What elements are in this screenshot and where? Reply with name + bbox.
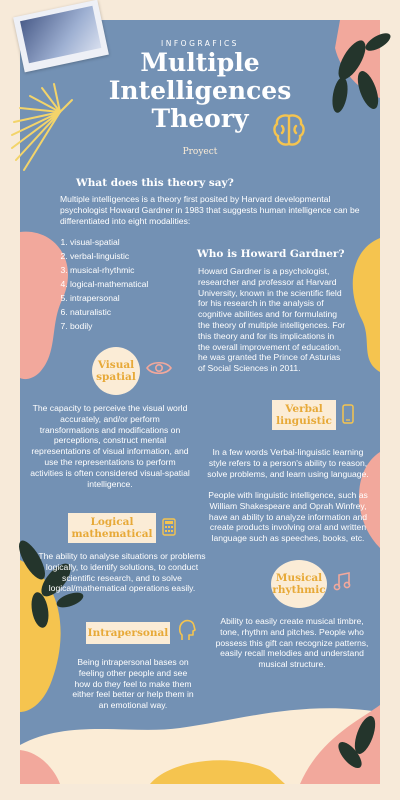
brain-icon <box>272 112 306 148</box>
eye-icon <box>146 360 172 376</box>
list-item: 6. naturalistic <box>70 305 148 319</box>
list-item: 2. verbal-linguistic <box>70 249 148 263</box>
list-item: 3. musical-rhythmic <box>70 263 148 277</box>
list-item: 1. visual-spatial <box>70 235 148 249</box>
musical-rhythmic-text: Ability to easily create musical timbre, tone, rhythm and pitches. People who possess this gift can recognize patterns, easily recall melodies and understand musical structure. <box>215 616 369 670</box>
intrapersonal-label: Intrapersonal <box>86 622 170 644</box>
intro-heading: What does this theory say? <box>76 177 234 189</box>
music-note-icon <box>333 572 351 592</box>
musical-rhythmic-label: Musical rhythmic <box>271 560 327 608</box>
gardner-text: Howard Gardner is a psychologist, researcher and professor at Harvard University, known in the scientific field for his research in the analysis of cognitive abilities and for formulating the theory of multiple intelligences. For this theory and for its implications in the overall improvement of education, he was granted the Prince of Asturias of Social Sciences in 2011. <box>198 266 346 374</box>
page-subtitle: Proyect <box>182 147 218 157</box>
verbal-linguistic-label: Verbal linguistic <box>272 400 336 430</box>
logical-mathematical-label: Logical mathematical <box>68 513 156 543</box>
modalities-list <box>54 235 148 333</box>
list-item: 4. logical-mathematical <box>70 277 148 291</box>
intro-text: Multiple intelligences is a theory first posited by Harvard developmental psychologist Howard Gardner in 1983 that suggests human intelligence can be differentiated into eight modalities: <box>60 194 360 226</box>
kicker: INFOGRAFICS <box>161 39 239 48</box>
logical-mathematical-text: The ability to analyse situations or problems logically, to identify solutions, to conduct scientific research, and to solve logical/mathematical operations easily. <box>38 551 206 594</box>
visual-spatial-text: The capacity to perceive the visual world accurately, and/or perform transformations and modifications on perceptions, construct mental representations of visual information, and use the representations to perform activities is often considered visual-spatial intelligence. <box>30 403 190 489</box>
visual-spatial-label: Visual spatial <box>92 347 140 395</box>
list-item: 5. intrapersonal <box>70 291 148 305</box>
head-icon <box>178 618 196 642</box>
calculator-icon <box>162 518 176 536</box>
phone-icon <box>341 404 355 424</box>
gardner-heading: Who is Howard Gardner? <box>197 248 345 260</box>
verbal-linguistic-text-2: People with linguistic intelligence, such as William Shakespeare and Oprah Winfrey, have an ability to analyze information and create products involving oral and written language such as speeches, books, etc. <box>208 490 368 544</box>
verbal-linguistic-text-1: In a few words Verbal-linguistic learning style refers to a person's ability to reason, solve problems, and learn using language. <box>207 447 369 479</box>
list-item: 7. bodily <box>70 319 148 333</box>
page-title: Multiple Intelligences Theory <box>108 48 292 133</box>
yellow-blob-right <box>353 238 380 372</box>
intrapersonal-text: Being intrapersonal bases on feeling other people and see how do they feel to make them either feel better or help them in an emotional way. <box>72 657 194 711</box>
